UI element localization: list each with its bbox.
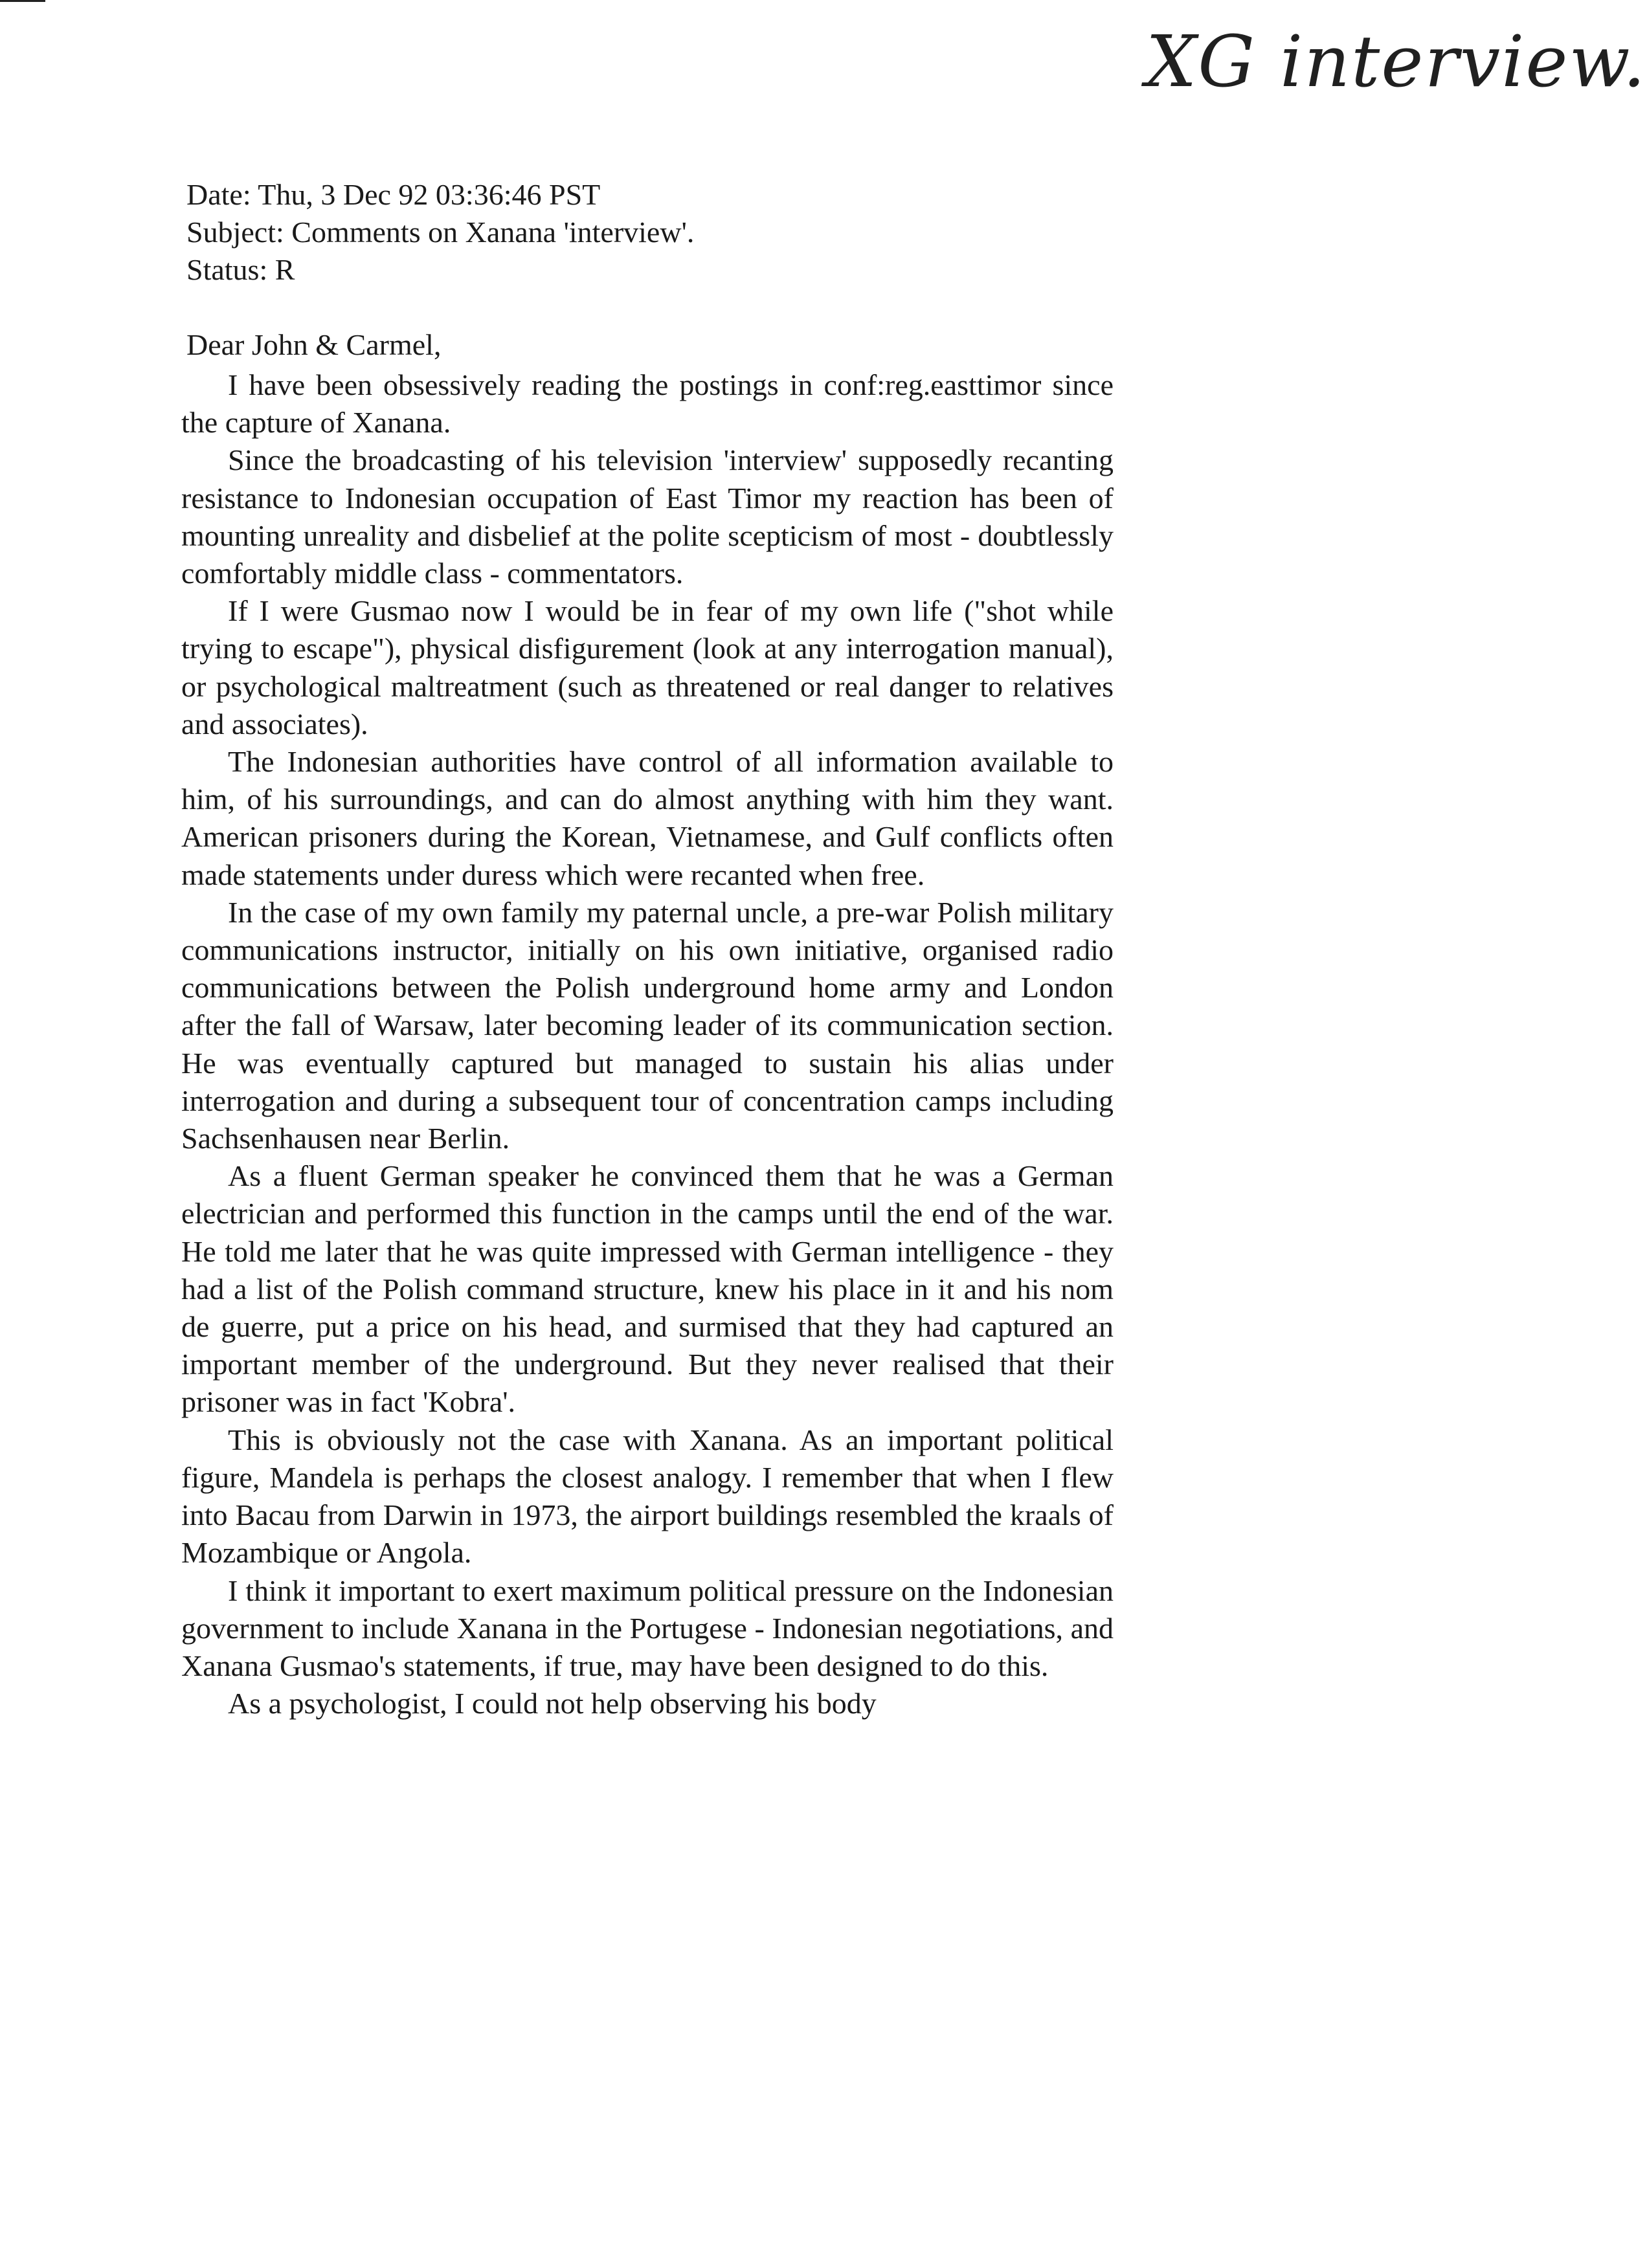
- letter-body: [181, 366, 1114, 1722]
- header-status: Status: R: [186, 253, 295, 286]
- scan-edge-mark: [0, 0, 45, 2]
- header-subject: Subject: Comments on Xanana 'interview'.: [186, 216, 695, 249]
- paragraph: In the case of my own family my paternal uncle, a pre-war Polish military communications instructor, initially on his own initiative, organised radio communications between the Polish underground home army and London after the fall of Warsaw, later becoming leader of its communication section. He was eventually captured but managed to sustain his alias under interrogation and during a subsequent tour of concentration camps including Sachsenhausen near Berlin.: [181, 895, 1114, 1155]
- paragraph: This is obviously not the case with Xanana. As an important political figure, Mandela is perhaps the closest analogy. I remember that when I flew into Bacau from Darwin in 1973, the airport buildings resembled the kraals of Mozambique or Angola.: [181, 1423, 1114, 1570]
- paragraph: The Indonesian authorities have control of all information available to him, of his surroundings, and can do almost anything with him they want. American prisoners during the Korean, Vietnamese, and Gulf conflicts often made statements under duress which were recanted when free.: [181, 745, 1114, 891]
- paragraph: I have been obsessively reading the postings in conf:reg.easttimor since the capture of Xanana.: [181, 368, 1114, 439]
- handwritten-note: XG interview.: [1146, 20, 1647, 103]
- paragraph: I think it important to exert maximum political pressure on the Indonesian government to include Xanana in the Portugese - Indonesian negotiations, and Xanana Gusmao's statements, if true, may have been designed to do this.: [181, 1573, 1114, 1682]
- paragraph: Since the broadcasting of his television 'interview' supposedly recanting resistance to Indonesian occupation of East Timor my reaction has been of mounting unreality and disbelief at the polite scepticism of most - doubtlessly comfortably middle class - commentators.: [181, 443, 1114, 590]
- header-date: Date: Thu, 3 Dec 92 03:36:46 PST: [186, 178, 601, 211]
- salutation: Dear John & Carmel,: [186, 328, 442, 361]
- paragraph: If I were Gusmao now I would be in fear of my own life ("shot while trying to escape"), physical disfigurement (look at any interrogation manual), or psychological maltreatment (such as threatened or real danger to relatives and associates).: [181, 594, 1114, 740]
- paragraph: As a fluent German speaker he convinced them that he was a German electrician and performed this function in the camps until the end of the war. He told me later that he was quite impressed with German intelligence - they had a list of the Polish command structure, knew his place in it and his nom de guerre, put a price on his head, and surmised that they had captured an important member of the underground. But they never realised that their prisoner was in fact 'Kobra'.: [181, 1159, 1114, 1419]
- paragraph: As a psychologist, I could not help observing his body: [228, 1687, 877, 1720]
- email-header: [186, 176, 694, 289]
